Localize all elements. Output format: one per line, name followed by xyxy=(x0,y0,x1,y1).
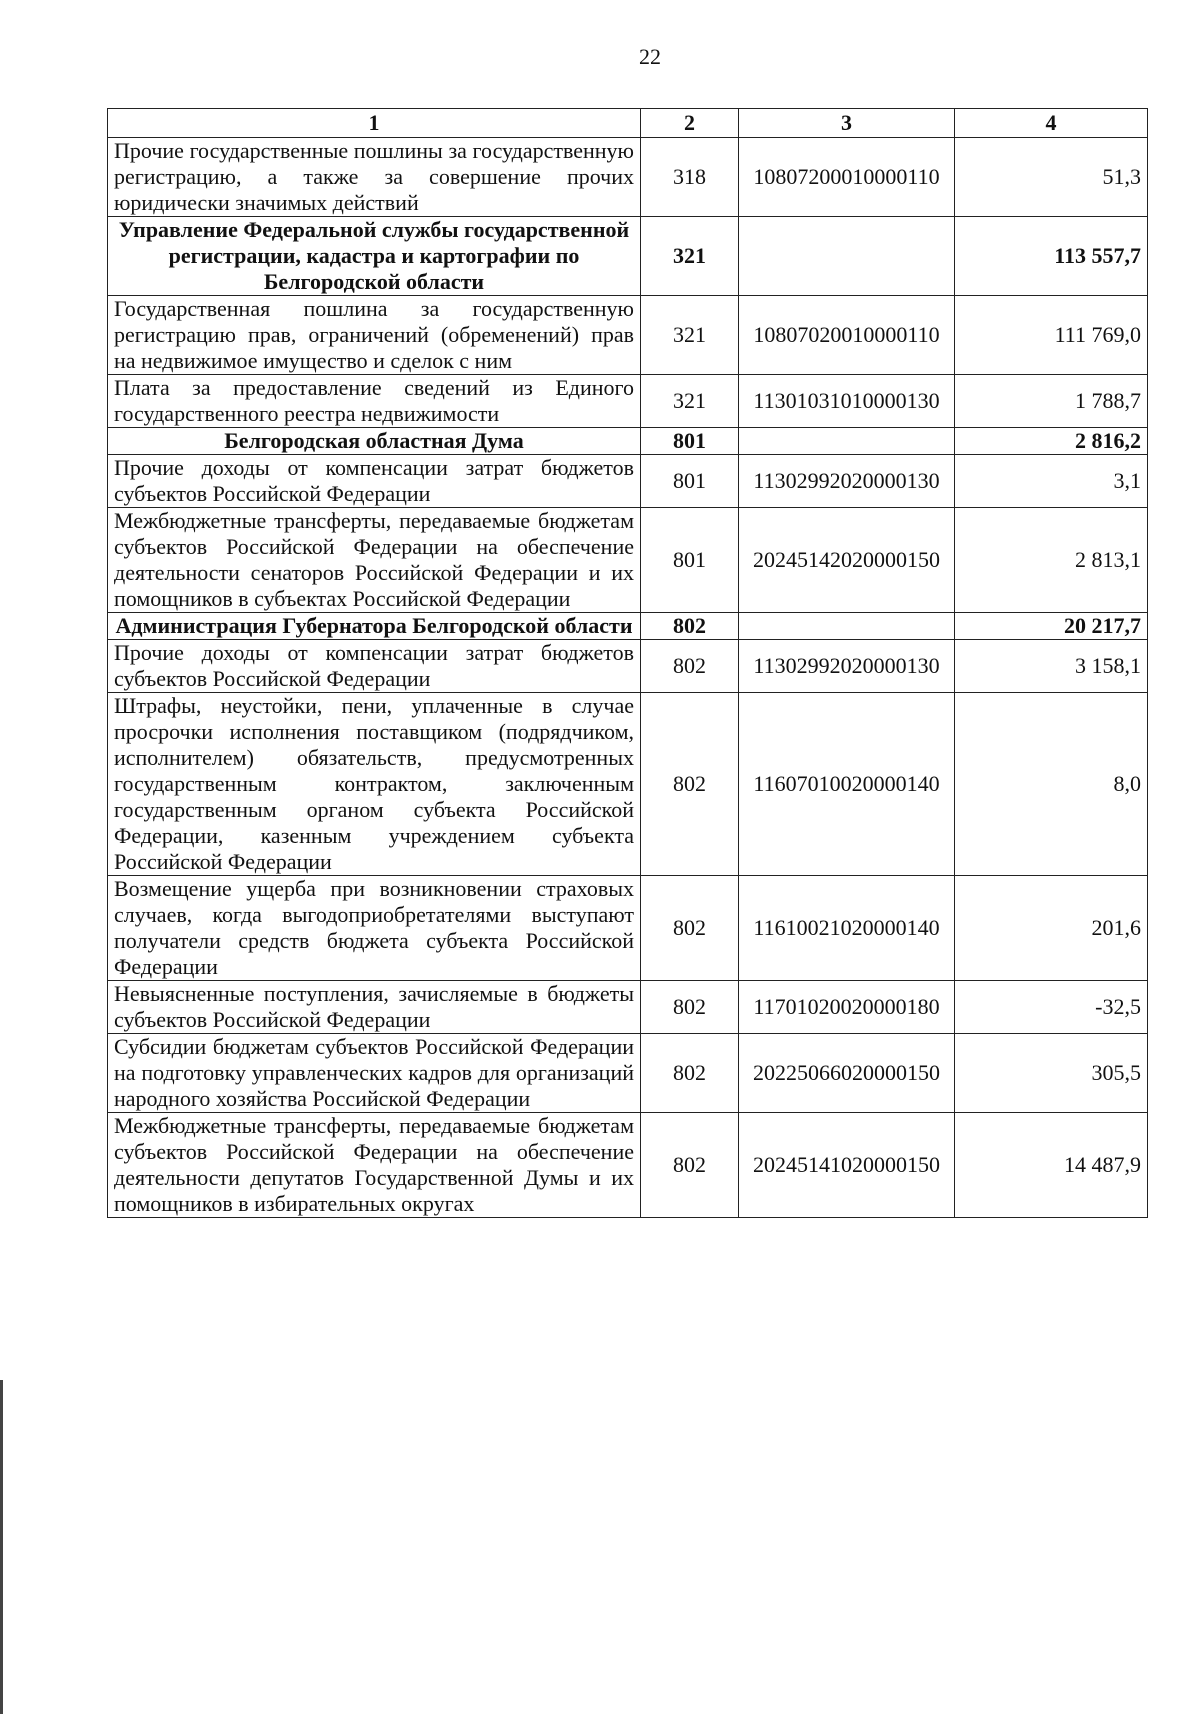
table-header-row xyxy=(108,109,1148,138)
table-row xyxy=(108,1034,1148,1113)
row-admin-code: 321 xyxy=(641,296,739,375)
revenue-table-container xyxy=(107,108,1147,1218)
row-amount: 3 158,1 xyxy=(955,640,1148,693)
scan-edge-mark xyxy=(0,1380,3,1714)
row-budget-code: 11610021020000140 xyxy=(739,876,955,981)
row-amount: 2 816,2 xyxy=(955,428,1148,455)
row-budget-code: 11607010020000140 xyxy=(739,693,955,876)
row-budget-code: 20225066020000150 xyxy=(739,1034,955,1113)
column-header-4: 4 xyxy=(955,109,1148,138)
row-budget-code: 11302992020000130 xyxy=(739,455,955,508)
row-admin-code: 802 xyxy=(641,981,739,1034)
row-budget-code xyxy=(739,428,955,455)
row-description: Прочие доходы от компенсации затрат бюджетов субъектов Российской Федерации xyxy=(108,455,641,508)
row-amount: 113 557,7 xyxy=(955,217,1148,296)
row-description: Невыясненные поступления, зачисляемые в бюджеты субъектов Российской Федерации xyxy=(108,981,641,1034)
row-amount: 305,5 xyxy=(955,1034,1148,1113)
row-budget-code: 10807020010000110 xyxy=(739,296,955,375)
row-admin-code: 802 xyxy=(641,640,739,693)
row-admin-code: 801 xyxy=(641,428,739,455)
table-row xyxy=(108,138,1148,217)
row-description: Субсидии бюджетам субъектов Российской Федерации на подготовку управленческих кадров для организаций народного хозяйства Российской Федерации xyxy=(108,1034,641,1113)
row-budget-code: 20245141020000150 xyxy=(739,1113,955,1218)
column-header-3: 3 xyxy=(739,109,955,138)
table-row xyxy=(108,981,1148,1034)
row-budget-code: 10807200010000110 xyxy=(739,138,955,217)
table-row xyxy=(108,455,1148,508)
table-row xyxy=(108,375,1148,428)
table-row xyxy=(108,613,1148,640)
row-admin-code: 801 xyxy=(641,455,739,508)
table-row xyxy=(108,296,1148,375)
row-admin-code: 802 xyxy=(641,876,739,981)
column-header-1: 1 xyxy=(108,109,641,138)
row-budget-code: 11301031010000130 xyxy=(739,375,955,428)
row-description: Плата за предоставление сведений из Единого государственного реестра недвижимости xyxy=(108,375,641,428)
row-description: Управление Федеральной службы государственной регистрации, кадастра и картографии по Белгородской области xyxy=(108,217,641,296)
row-description: Администрация Губернатора Белгородской области xyxy=(108,613,641,640)
row-amount: 2 813,1 xyxy=(955,508,1148,613)
row-description: Прочие доходы от компенсации затрат бюджетов субъектов Российской Федерации xyxy=(108,640,641,693)
row-description: Возмещение ущерба при возникновении страховых случаев, когда выгодоприобретателями выступают получатели средств бюджета субъекта Российской Федерации xyxy=(108,876,641,981)
row-admin-code: 802 xyxy=(641,613,739,640)
row-budget-code: 20245142020000150 xyxy=(739,508,955,613)
row-description: Межбюджетные трансферты, передаваемые бюджетам субъектов Российской Федерации на обеспечение деятельности сенаторов Российской Федерации и их помощников в субъектах Российской Федерации xyxy=(108,508,641,613)
revenue-table xyxy=(107,108,1148,1218)
row-admin-code: 802 xyxy=(641,693,739,876)
table-row xyxy=(108,876,1148,981)
row-admin-code: 318 xyxy=(641,138,739,217)
row-description: Белгородская областная Дума xyxy=(108,428,641,455)
column-header-2: 2 xyxy=(641,109,739,138)
row-admin-code: 802 xyxy=(641,1113,739,1218)
row-amount: 111 769,0 xyxy=(955,296,1148,375)
row-admin-code: 321 xyxy=(641,217,739,296)
row-description: Штрафы, неустойки, пени, уплаченные в случае просрочки исполнения поставщиком (подрядчиком, исполнителем) обязательств, предусмотренных государственным контрактом, заключенным государственным органом субъекта Российской Федерации, казенным учреждением субъекта Российской Федерации xyxy=(108,693,641,876)
row-amount: 51,3 xyxy=(955,138,1148,217)
table-row xyxy=(108,1113,1148,1218)
row-description: Государственная пошлина за государственную регистрацию прав, ограничений (обременений) прав на недвижимое имущество и сделок с ним xyxy=(108,296,641,375)
row-amount: 1 788,7 xyxy=(955,375,1148,428)
row-amount: 8,0 xyxy=(955,693,1148,876)
table-row xyxy=(108,428,1148,455)
row-amount: 14 487,9 xyxy=(955,1113,1148,1218)
page-number: 22 xyxy=(639,44,661,69)
row-budget-code: 11302992020000130 xyxy=(739,640,955,693)
table-body xyxy=(108,138,1148,1218)
row-amount: 3,1 xyxy=(955,455,1148,508)
row-budget-code xyxy=(739,217,955,296)
row-amount: 201,6 xyxy=(955,876,1148,981)
table-row xyxy=(108,640,1148,693)
row-amount: -32,5 xyxy=(955,981,1148,1034)
table-row xyxy=(108,217,1148,296)
row-budget-code xyxy=(739,613,955,640)
row-admin-code: 802 xyxy=(641,1034,739,1113)
table-row xyxy=(108,693,1148,876)
row-description: Прочие государственные пошлины за государственную регистрацию, а также за совершение прочих юридически значимых действий xyxy=(108,138,641,217)
row-admin-code: 321 xyxy=(641,375,739,428)
row-description: Межбюджетные трансферты, передаваемые бюджетам субъектов Российской Федерации на обеспечение деятельности депутатов Государственной Думы и их помощников в избирательных округах xyxy=(108,1113,641,1218)
table-row xyxy=(108,508,1148,613)
row-amount: 20 217,7 xyxy=(955,613,1148,640)
row-budget-code: 11701020020000180 xyxy=(739,981,955,1034)
row-admin-code: 801 xyxy=(641,508,739,613)
